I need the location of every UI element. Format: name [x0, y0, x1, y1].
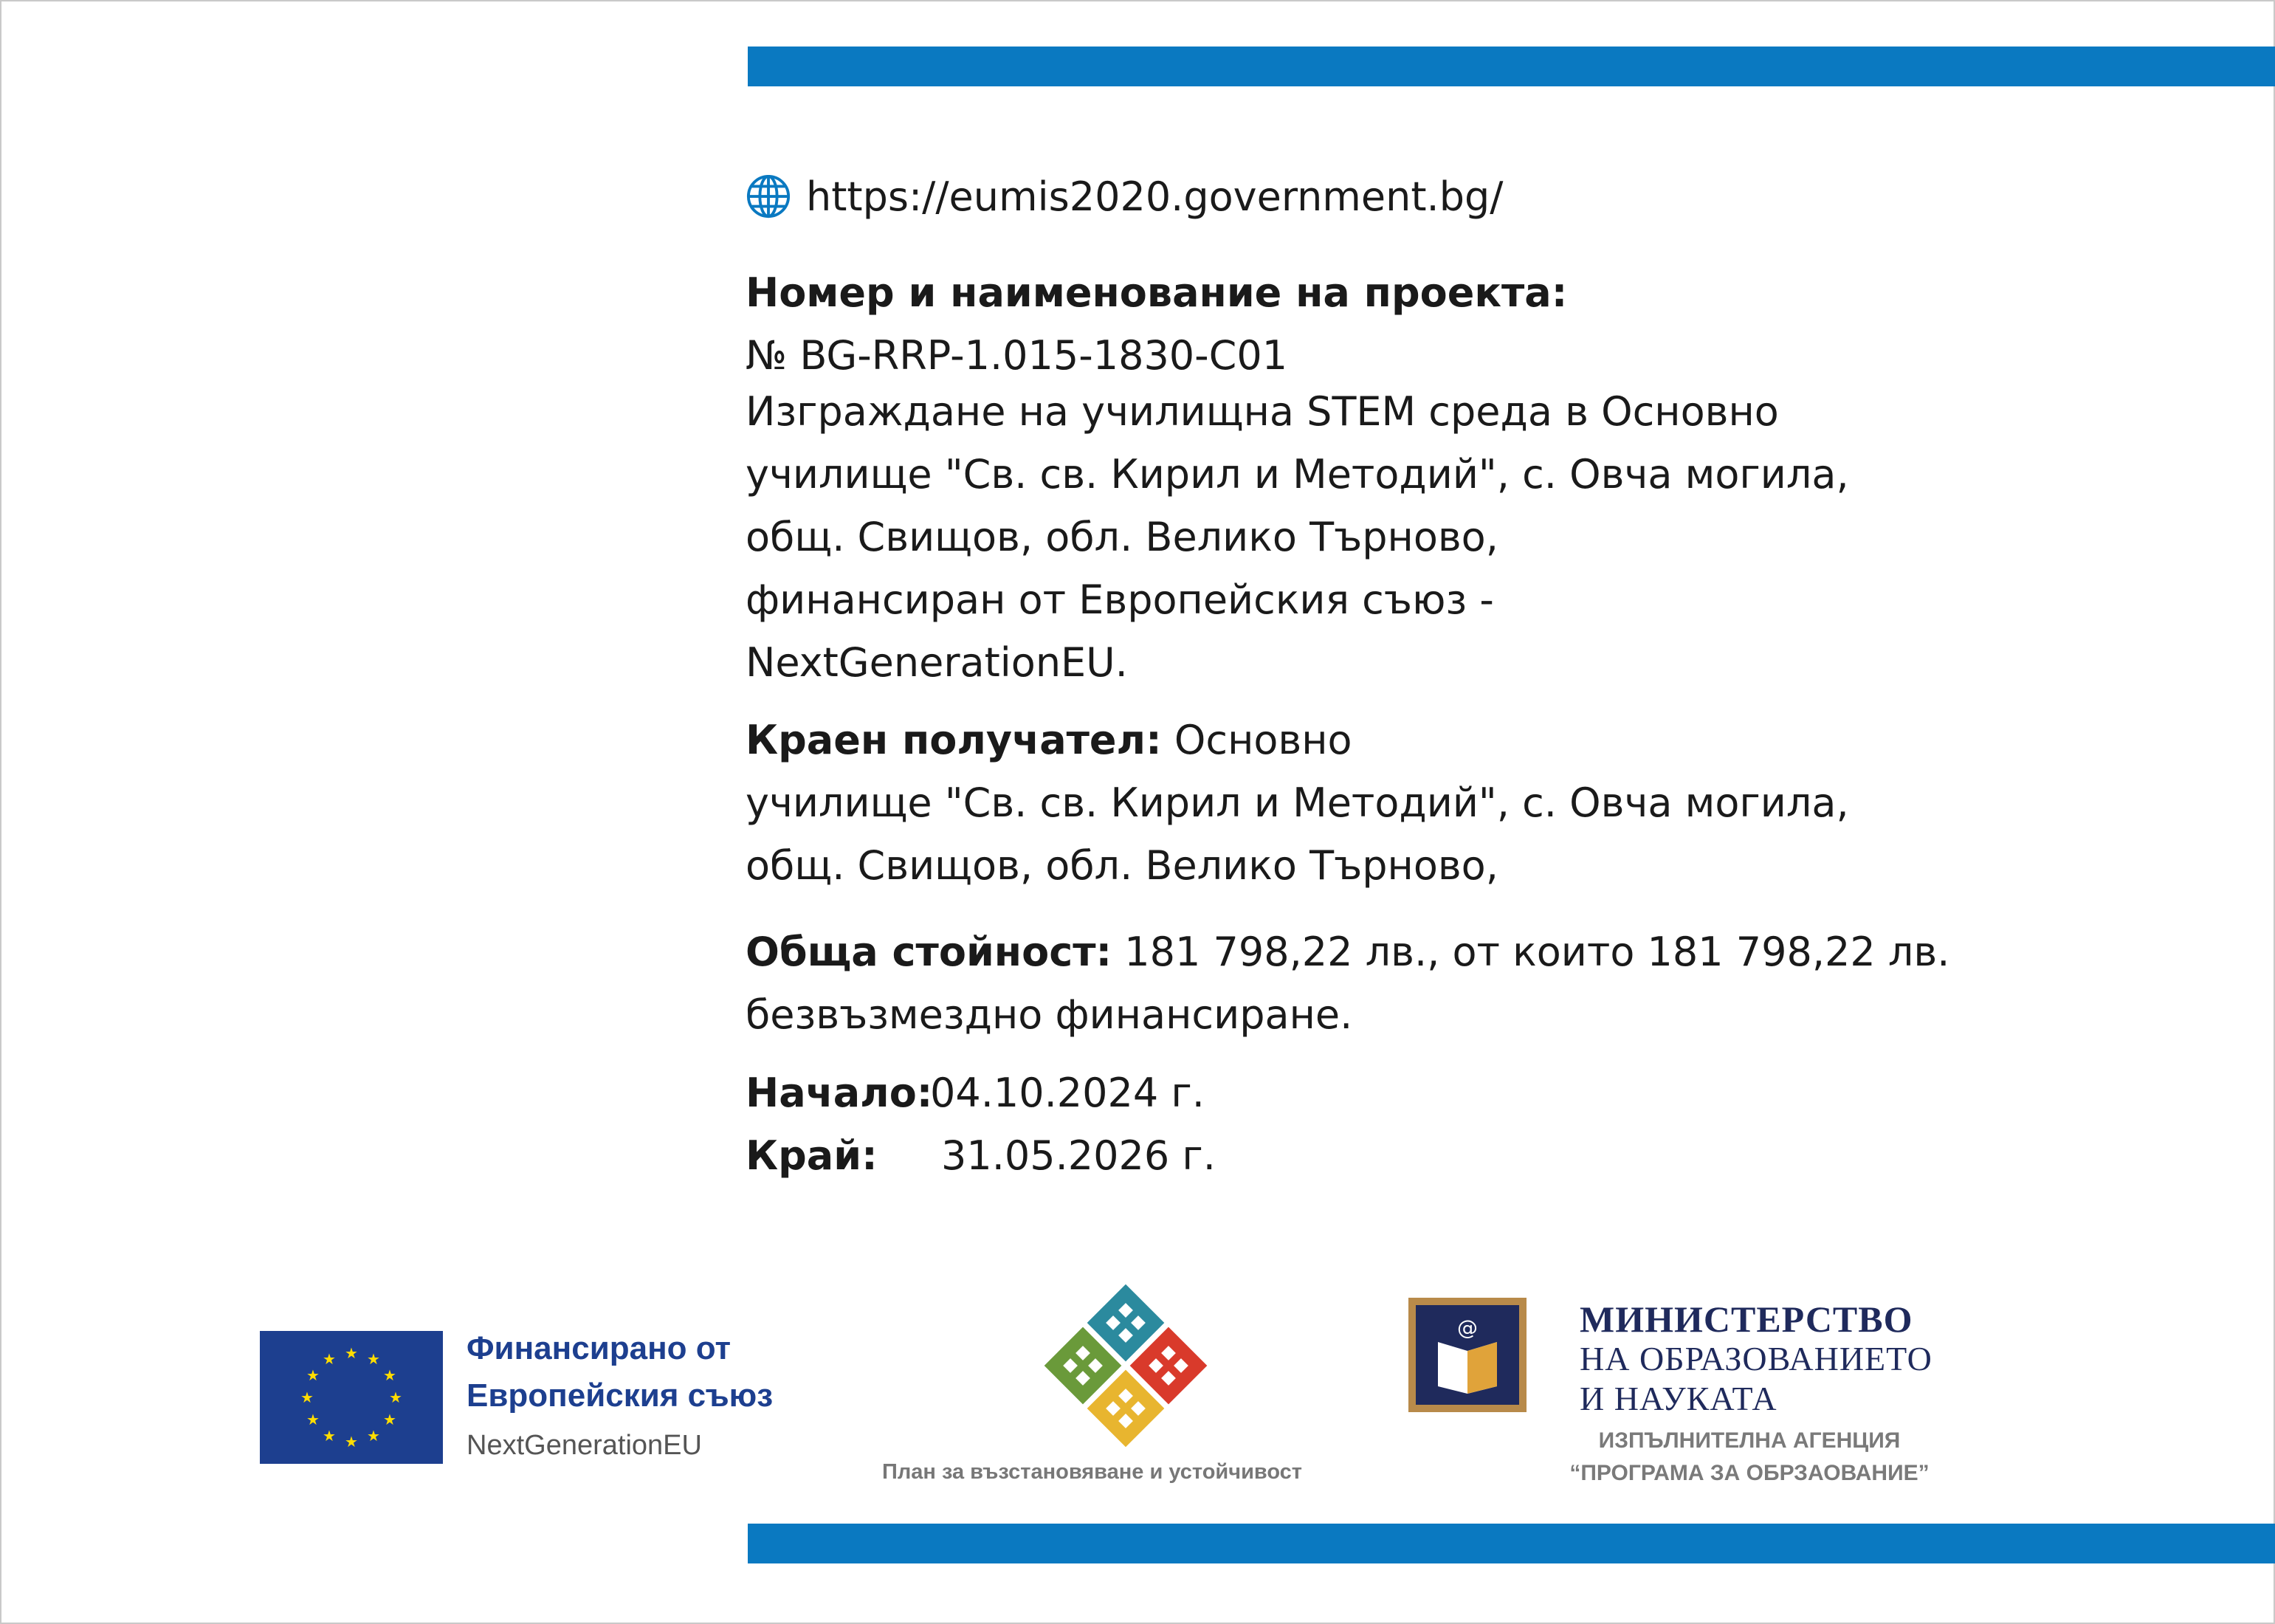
project-number: № BG-RRP-1.015-1830-C01 — [746, 332, 1288, 379]
agency-name — [1558, 1425, 1941, 1490]
description-line: финансиран от Европейския съюз - — [746, 577, 1494, 623]
agency-line1: ИЗПЪЛНИТЕЛНА АГЕНЦИЯ — [1598, 1428, 1901, 1453]
description-line: училище "Св. св. Кирил и Методий", с. Овча могила, — [746, 451, 1849, 498]
eu-star-icon: ★ — [345, 1433, 358, 1451]
eu-star-icon: ★ — [323, 1350, 336, 1368]
recovery-plan-caption: План за възстановяване и устойчивост — [882, 1460, 1303, 1484]
eu-flag-logo — [260, 1331, 443, 1464]
description-line: Изграждане на училищна STEM среда в Основно — [746, 388, 1779, 435]
eu-star-icon: ★ — [306, 1366, 320, 1384]
cost-label: Обща стойност: — [746, 929, 1112, 975]
dates-block — [746, 1062, 1216, 1187]
top-accent-bar — [748, 47, 2275, 86]
cost-block — [746, 921, 1949, 1046]
recipient-label: Краен получател: — [746, 717, 1162, 763]
eu-line2: Европейския съюз — [467, 1377, 774, 1414]
recipient-block — [746, 709, 1849, 897]
eu-star-icon: ★ — [389, 1389, 402, 1406]
start-label: Начало: — [746, 1070, 933, 1116]
eu-star-icon: ★ — [383, 1366, 396, 1384]
url-row[interactable] — [746, 167, 1503, 226]
start-date: 04.10.2024 г. — [930, 1070, 1205, 1116]
eu-line1: Финансирано от — [467, 1330, 732, 1366]
website-link[interactable]: https://eumis2020.government.bg/ — [806, 173, 1504, 220]
recipient-line: общ. Свищов, обл. Велико Търново, — [746, 842, 1498, 889]
project-description — [746, 380, 1849, 694]
ministry-line2: НА ОБРАЗОВАНИЕТО — [1580, 1340, 1932, 1377]
ministry-line3: И НАУКАТА — [1580, 1380, 1777, 1417]
ministry-name — [1580, 1299, 1932, 1419]
agency-line2: “ПРОГРАМА ЗА ОБРЗАОВАНИЕ” — [1569, 1461, 1930, 1485]
ministry-emblem — [1408, 1298, 1527, 1412]
recipient-line: училище "Св. св. Кирил и Методий", с. Овча могила, — [746, 780, 1849, 826]
description-line: общ. Свищов, обл. Велико Търново, — [746, 514, 1498, 560]
eu-star-icon: ★ — [323, 1427, 336, 1445]
end-date: 31.05.2026 г. — [941, 1132, 1216, 1179]
svg-text:@: @ — [1457, 1315, 1478, 1340]
bottom-accent-bar — [748, 1524, 2275, 1563]
description-line: NextGenerationEU. — [746, 639, 1128, 686]
eu-star-icon: ★ — [306, 1411, 320, 1428]
end-label: Край: — [746, 1132, 878, 1179]
recovery-plan-logo — [1030, 1270, 1222, 1462]
recipient-value-first: Основно — [1161, 717, 1352, 763]
ministry-line1: МИНИСТЕРСТВО — [1580, 1298, 1913, 1340]
eu-star-icon: ★ — [367, 1350, 380, 1368]
cost-line2: безвъзмездно финансиране. — [746, 991, 1353, 1038]
eu-star-icon: ★ — [345, 1344, 358, 1362]
eu-star-icon: ★ — [367, 1427, 380, 1445]
eu-line3: NextGenerationEU — [467, 1430, 702, 1461]
globe-icon — [746, 173, 791, 219]
project-heading: Номер и наименование на проекта: — [746, 269, 1568, 316]
eu-star-icon: ★ — [300, 1389, 314, 1406]
cost-value: 181 798,22 лв., от които 181 798,22 лв. — [1112, 929, 1950, 975]
eu-funding-text — [467, 1325, 773, 1471]
eu-star-icon: ★ — [383, 1411, 396, 1428]
